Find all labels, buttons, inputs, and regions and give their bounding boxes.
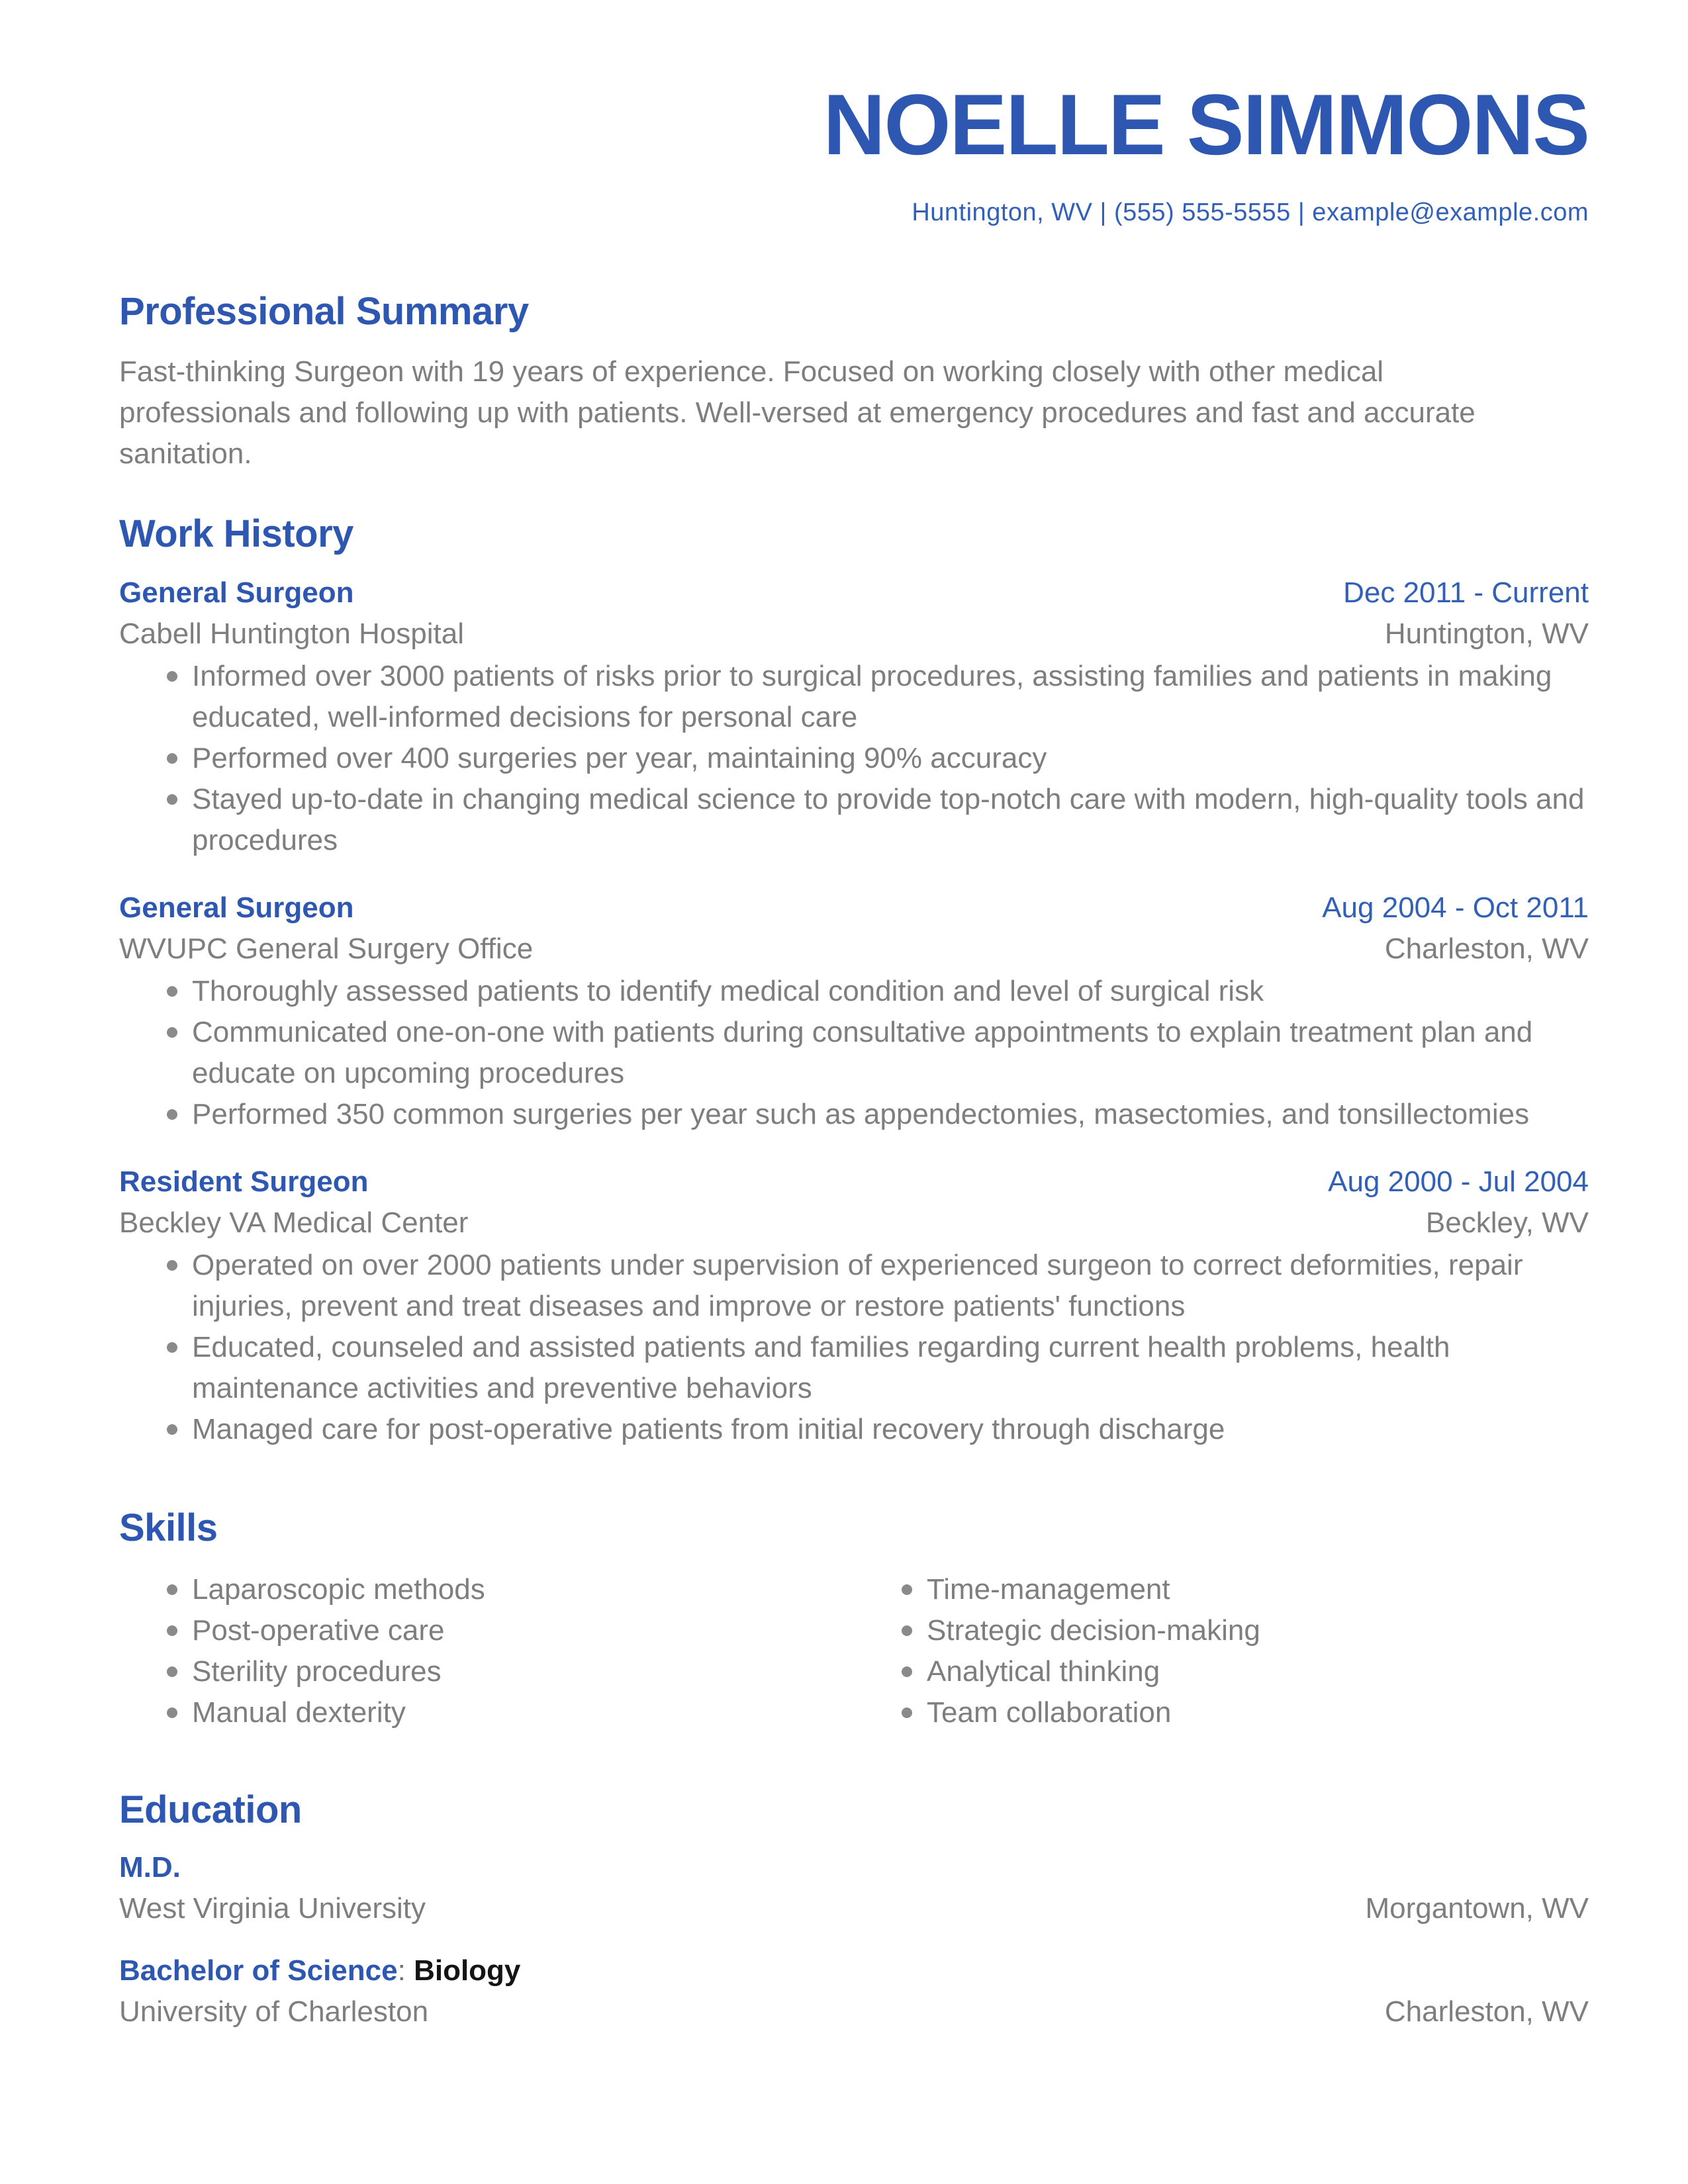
- resume-header: [119, 78, 1589, 227]
- job-bullet-list: [119, 1245, 1589, 1450]
- skills-columns: [119, 1569, 1589, 1733]
- job-company: Cabell Huntington Hospital: [119, 617, 464, 650]
- degree-title: [119, 1950, 1589, 1991]
- bullet-item: Managed care for post-operative patients from initial recovery through discharge: [119, 1409, 1589, 1450]
- job-bullet-list: [119, 656, 1589, 861]
- skills-section-title: Skills: [119, 1506, 218, 1549]
- skill-item: Time-management: [854, 1569, 1589, 1610]
- degree-entry: [119, 1847, 1589, 1929]
- skill-item: Analytical thinking: [854, 1651, 1589, 1692]
- contact-line: Huntington, WV | (555) 555-5555 | example@example.com: [912, 199, 1589, 227]
- job-entry: [119, 572, 1589, 861]
- degree-location: Morgantown, WV: [1365, 1891, 1589, 1925]
- job-head-row: [119, 887, 1589, 929]
- job-location: Huntington, WV: [1384, 617, 1589, 650]
- job-bullet-list: [119, 971, 1589, 1135]
- summary-text: Fast-thinking Surgeon with 19 years of experience. Focused on working closely with other medical professionals and following up with patients. Well-versed at emergency procedures and fast and accurate sanitation.: [119, 355, 1476, 471]
- candidate-name: NOELLE SIMMONS: [823, 76, 1589, 173]
- job-sub-row: [119, 929, 1589, 970]
- degree-sub-row: [119, 1888, 1589, 1929]
- job-dates: Dec 2011 - Current: [1343, 576, 1589, 609]
- skill-item: Manual dexterity: [119, 1692, 854, 1733]
- degree-school: University of Charleston: [119, 1995, 429, 2028]
- skill-item: Sterility procedures: [119, 1651, 854, 1692]
- summary-section-title: Professional Summary: [119, 290, 529, 334]
- degree-sub-row: [119, 1991, 1589, 2032]
- job-entry: [119, 887, 1589, 1135]
- section-skills: [119, 1507, 1589, 1733]
- bullet-item: Stayed up-to-date in changing medical science to provide top-notch care with modern, high-quality tools and procedures: [119, 779, 1589, 861]
- section-education: [119, 1789, 1589, 2032]
- degree-field: Biology: [414, 1954, 521, 1987]
- bullet-item: Informed over 3000 patients of risks prior to surgical procedures, assisting families and patients in making educated, well-informed decisions for personal care: [119, 656, 1589, 738]
- degree-title: M.D.: [119, 1850, 181, 1884]
- bullet-item: Operated on over 2000 patients under supervision of experienced surgeon to correct deformities, repair injuries, prevent and treat diseases and improve or restore patients' functions: [119, 1245, 1589, 1327]
- skill-item: Strategic decision-making: [854, 1610, 1589, 1651]
- degree-name: Bachelor of Science: [119, 1954, 398, 1987]
- skill-item: Team collaboration: [854, 1692, 1589, 1733]
- job-head-row: [119, 572, 1589, 614]
- education-section-title: Education: [119, 1788, 302, 1831]
- section-professional-summary: [119, 291, 1589, 475]
- job-head-row: [119, 1161, 1589, 1203]
- section-work-history: [119, 513, 1589, 1450]
- degree-separator: :: [397, 1954, 414, 1987]
- skill-item: Laparoscopic methods: [119, 1569, 854, 1610]
- job-location: Beckley, WV: [1425, 1206, 1589, 1239]
- bullet-item: Performed 350 common surgeries per year such as appendectomies, masectomies, and tonsillectomies: [119, 1094, 1589, 1135]
- job-dates: Aug 2004 - Oct 2011: [1322, 891, 1589, 924]
- bullet-item: Thoroughly assessed patients to identify medical condition and level of surgical risk: [119, 971, 1589, 1012]
- job-entry: [119, 1161, 1589, 1450]
- job-title: Resident Surgeon: [119, 1165, 369, 1198]
- bullet-item: Performed over 400 surgeries per year, maintaining 90% accuracy: [119, 738, 1589, 779]
- bullet-item: Communicated one-on-one with patients during consultative appointments to explain treatment plan and educate on upcoming procedures: [119, 1012, 1589, 1094]
- job-location: Charleston, WV: [1384, 932, 1589, 965]
- skill-item: Post-operative care: [119, 1610, 854, 1651]
- job-title: General Surgeon: [119, 576, 354, 609]
- job-company: Beckley VA Medical Center: [119, 1206, 469, 1239]
- job-title: General Surgeon: [119, 891, 354, 924]
- degree-location: Charleston, WV: [1384, 1995, 1589, 2028]
- job-sub-row: [119, 614, 1589, 655]
- degree-entry: [119, 1950, 1589, 2032]
- degree-school: West Virginia University: [119, 1891, 426, 1925]
- skills-column-left: [119, 1569, 854, 1733]
- job-company: WVUPC General Surgery Office: [119, 932, 534, 965]
- job-dates: Aug 2000 - Jul 2004: [1328, 1165, 1589, 1198]
- job-sub-row: [119, 1203, 1589, 1244]
- bullet-item: Educated, counseled and assisted patients and families regarding current health problems, health maintenance activities and preventive behaviors: [119, 1327, 1589, 1409]
- work-history-section-title: Work History: [119, 512, 353, 556]
- skills-column-right: [854, 1569, 1589, 1733]
